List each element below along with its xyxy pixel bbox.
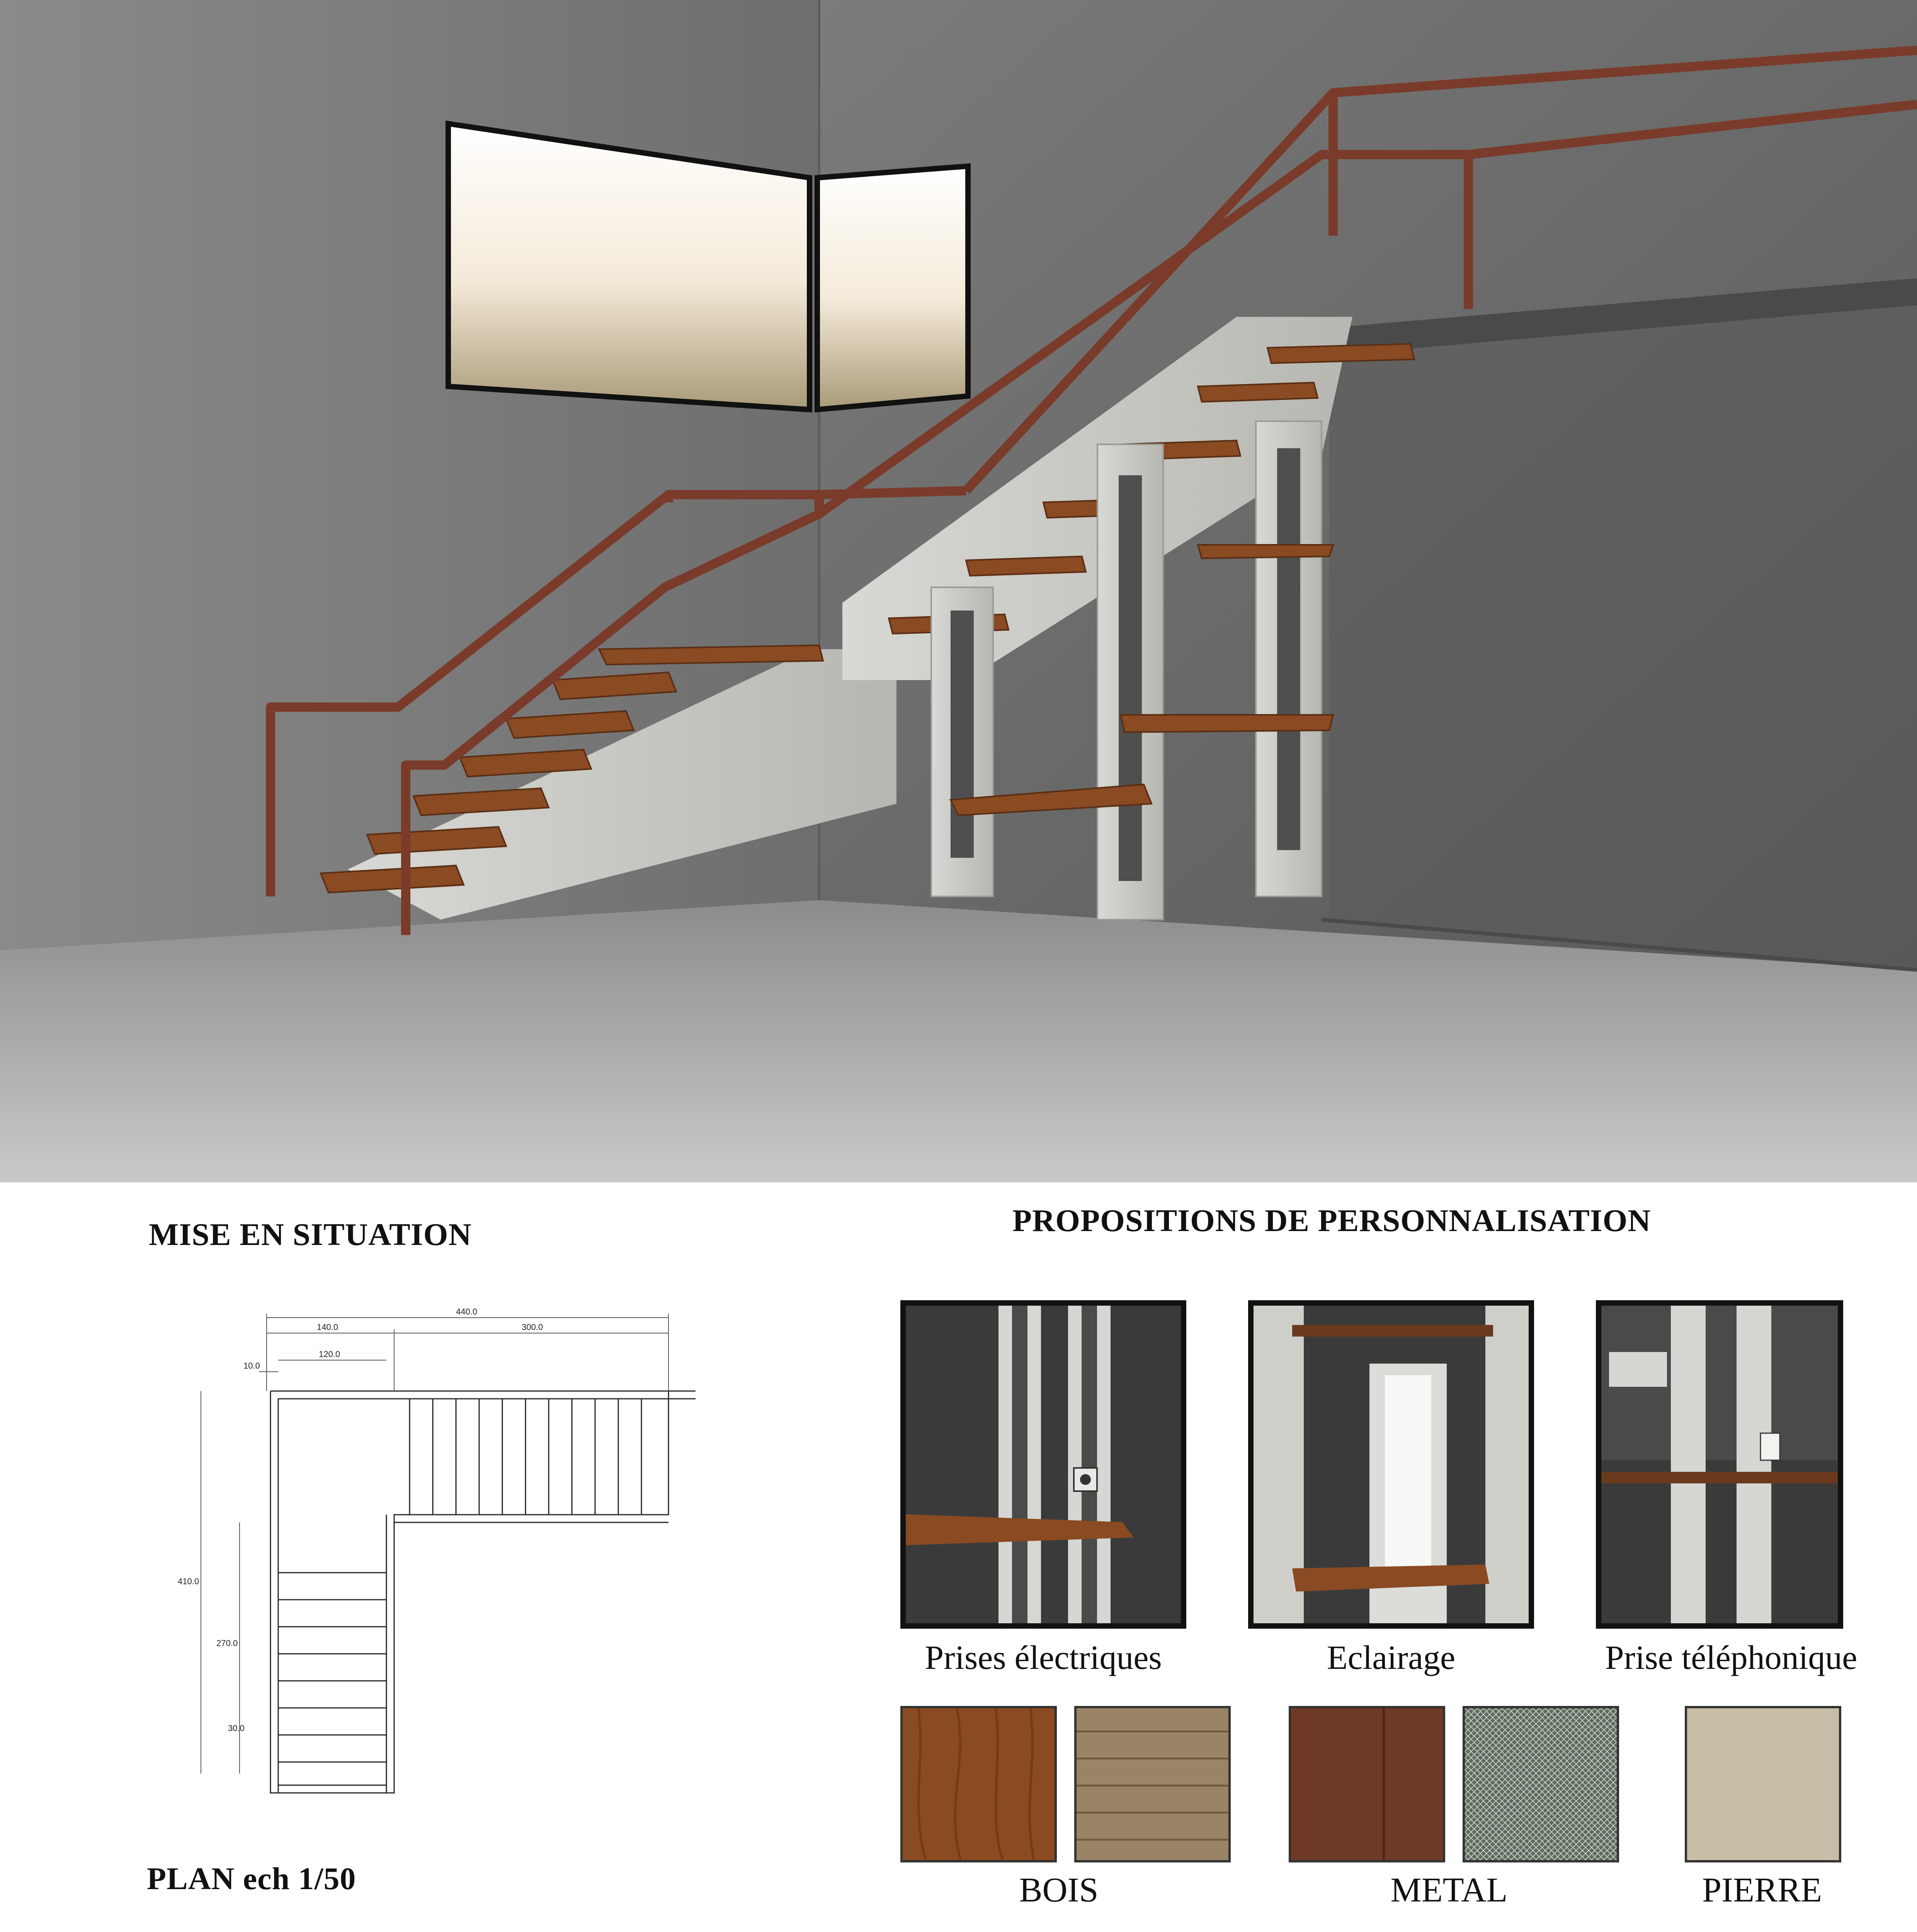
- option-photo-lighting: [1248, 1300, 1534, 1629]
- plan-dim-offset: 10.0: [243, 1361, 260, 1371]
- plan-dim-total-depth: 410.0: [178, 1577, 199, 1586]
- material-label-wood: BOIS: [1019, 1871, 1099, 1909]
- material-label-metal: METAL: [1390, 1871, 1508, 1909]
- situation-title: MISE EN SITUATION: [149, 1217, 472, 1252]
- plan-dim-total-width: 440.0: [456, 1307, 478, 1316]
- plan-dim-left-width: 140.0: [317, 1322, 338, 1332]
- swatch-wood-plywood: [900, 1706, 1057, 1862]
- option-label-lighting: Eclairage: [1327, 1639, 1456, 1677]
- swatch-metal-corten: [1289, 1706, 1445, 1862]
- material-label-stone: PIERRE: [1702, 1871, 1822, 1909]
- plan-dim-inner-width: 120.0: [319, 1349, 340, 1359]
- option-photo-phone: [1596, 1300, 1843, 1629]
- swatch-metal-mesh: [1463, 1706, 1619, 1862]
- plan-dim-run-depth: 270.0: [216, 1638, 238, 1648]
- plan-dim-right-width: 300.0: [522, 1322, 543, 1332]
- plan-title: PLAN ech 1/50: [147, 1861, 356, 1896]
- plan-drawing: [162, 1306, 711, 1810]
- swatch-wood-stone: [1074, 1706, 1231, 1862]
- option-label-phone: Prise téléphonique: [1605, 1639, 1857, 1677]
- swatch-stone: [1685, 1706, 1841, 1862]
- option-photo-sockets: [900, 1300, 1186, 1629]
- option-label-sockets: Prises électriques: [925, 1639, 1162, 1677]
- plan-dim-step: 30.0: [228, 1723, 245, 1733]
- personalisation-title: PROPOSITIONS DE PERSONNALISATION: [1012, 1203, 1651, 1238]
